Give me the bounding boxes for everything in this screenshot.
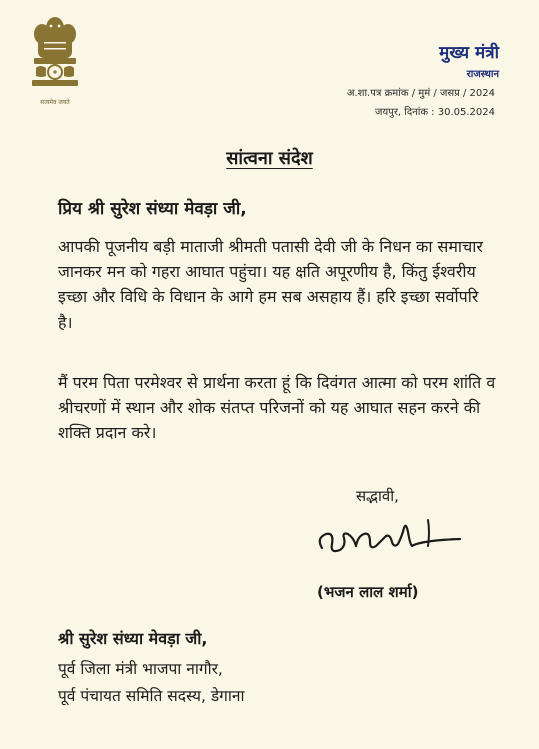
letter-title: [0, 146, 539, 170]
state-emblem: [20, 12, 90, 112]
office-state: राजस्थान: [466, 69, 499, 80]
letter-title-text: सांत्वना संदेश: [226, 148, 313, 169]
handwritten-signature: [308, 510, 478, 566]
recipient-name: श्री सुरेश संध्या मेवड़ा जी,: [58, 629, 208, 648]
recipient-designation-2: पूर्व पंचायत समिति सदस्य, डेगाना: [58, 687, 245, 705]
body-paragraph-1: आपकी पूजनीय बड़ी माताजी श्रीमती पतासी देवी जी के निधन का समाचार जानकर मन को गहरा आघात पहुंचा। यह क्षति अपूरणीय है, किंतु ईश्वरीय इच्छा और विधि के विधान के आगे हम सब असहाय हैं। हरि इच्छा सर्वोपरि है।: [58, 237, 483, 332]
office-title: मुख्य मंत्री: [439, 43, 499, 63]
letter-date: जयपुर, दिनांक : 30.05.2024: [374, 107, 495, 118]
closing-text: सद्भावी,: [356, 487, 399, 505]
salutation: प्रिय श्री सुरेश संध्या मेवड़ा जी,: [58, 199, 247, 219]
signer-name: (भजन लाल शर्मा): [317, 583, 419, 601]
recipient-designation-1: पूर्व जिला मंत्री भाजपा नागौर,: [58, 660, 223, 678]
reference-number: अ.शा.पत्र क्रमांक / मुमं / जसप्र / 2024: [346, 88, 495, 99]
body-paragraph-2: मैं परम पिता परमेश्वर से प्रार्थना करता हूं कि दिवंगत आत्मा को परम शांति व श्रीचरणों में स्थान और शोक संतप्त परिजनों को यह आघात सहन करने की शक्ति प्रदान करे।: [58, 373, 496, 443]
emblem-motto: सत्यमेव जयते: [40, 99, 70, 106]
ashoka-emblem-icon: [20, 12, 90, 98]
